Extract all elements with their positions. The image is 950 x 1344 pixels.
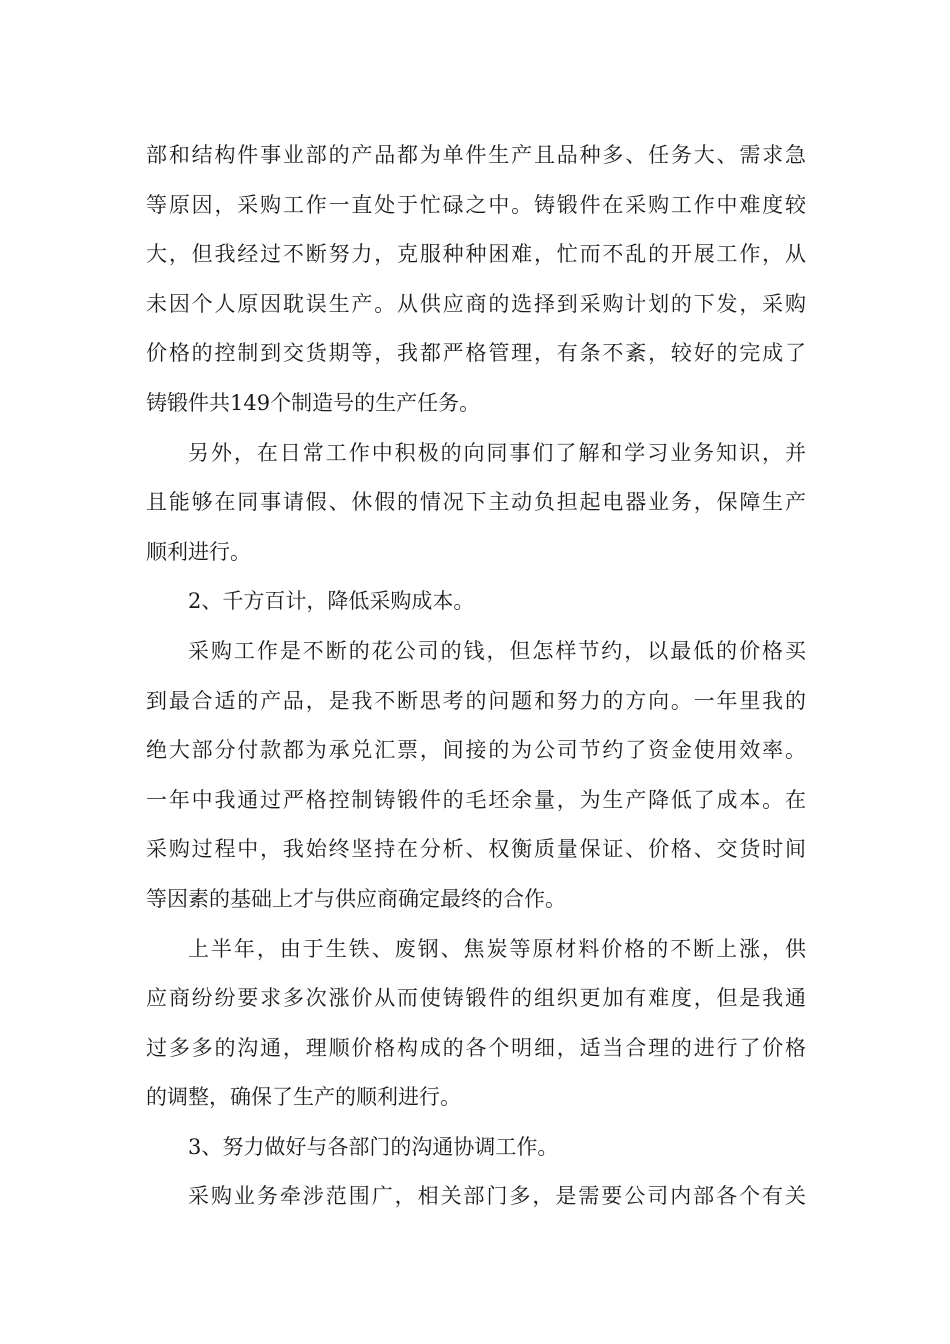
section-heading-2 [146, 577, 806, 627]
paragraph-coordination [146, 1172, 806, 1222]
text-line: 等原因，采购工作一直处于忙碌之中。铸锻件在采购工作中难度较 [146, 192, 806, 217]
paragraph-price-adjustment [146, 925, 806, 1123]
paragraph-colleague-learning [146, 429, 806, 578]
text-line: 的调整，确保了生产的顺利进行。 [146, 1085, 461, 1110]
section-heading-text: 3、努力做好与各部门的沟通协调工作。 [188, 1134, 559, 1159]
text-line: 价格的控制到交货期等，我都严格管理，有条不紊，较好的完成了 [146, 341, 806, 366]
section-heading-3 [146, 1123, 806, 1173]
document-body [146, 131, 806, 1222]
text-line: 采购工作是不断的花公司的钱，但怎样节约，以最低的价格买 [188, 638, 806, 663]
text-line: 另外，在日常工作中积极的向同事们了解和学习业务知识，并 [188, 440, 806, 465]
text-line: 上半年，由于生铁、废钢、焦炭等原材料价格的不断上涨，供 [188, 936, 806, 961]
section-heading-text: 2、千方百计，降低采购成本。 [188, 589, 475, 614]
text-line: 顺利进行。 [146, 539, 251, 564]
text-line: 部和结构件事业部的产品都为单件生产且品种多、任务大、需求急 [146, 143, 806, 167]
paragraph-cost-saving [146, 627, 806, 925]
text-line: 大，但我经过不断努力，克服种种困难，忙而不乱的开展工作，从 [146, 242, 806, 267]
text-line: 绝大部分付款都为承兑汇票，间接的为公司节约了资金使用效率。 [146, 738, 806, 763]
text-line: 未因个人原因耽误生产。从供应商的选择到采购计划的下发，采购 [146, 291, 806, 316]
text-line: 过多多的沟通，理顺价格构成的各个明细，适当合理的进行了价格 [146, 1035, 806, 1060]
text-line: 采购业务牵涉范围广，相关部门多，是需要公司内部各个有关 [188, 1184, 806, 1209]
text-line: 且能够在同事请假、休假的情况下主动负担起电器业务，保障生产 [146, 490, 806, 515]
text-line: 一年中我通过严格控制铸锻件的毛坯余量，为生产降低了成本。在 [146, 787, 806, 812]
text-line: 到最合适的产品，是我不断思考的问题和努力的方向。一年里我的 [146, 688, 806, 713]
text-line: 采购过程中，我始终坚持在分析、权衡质量保证、价格、交货时间 [146, 837, 806, 862]
text-line: 铸锻件共149个制造号的生产任务。 [146, 390, 481, 415]
paragraph-procurement-work [146, 131, 806, 429]
text-line: 应商纷纷要求多次涨价从而使铸锻件的组织更加有难度，但是我通 [146, 986, 806, 1011]
text-line: 等因素的基础上才与供应商确定最终的合作。 [146, 886, 566, 911]
